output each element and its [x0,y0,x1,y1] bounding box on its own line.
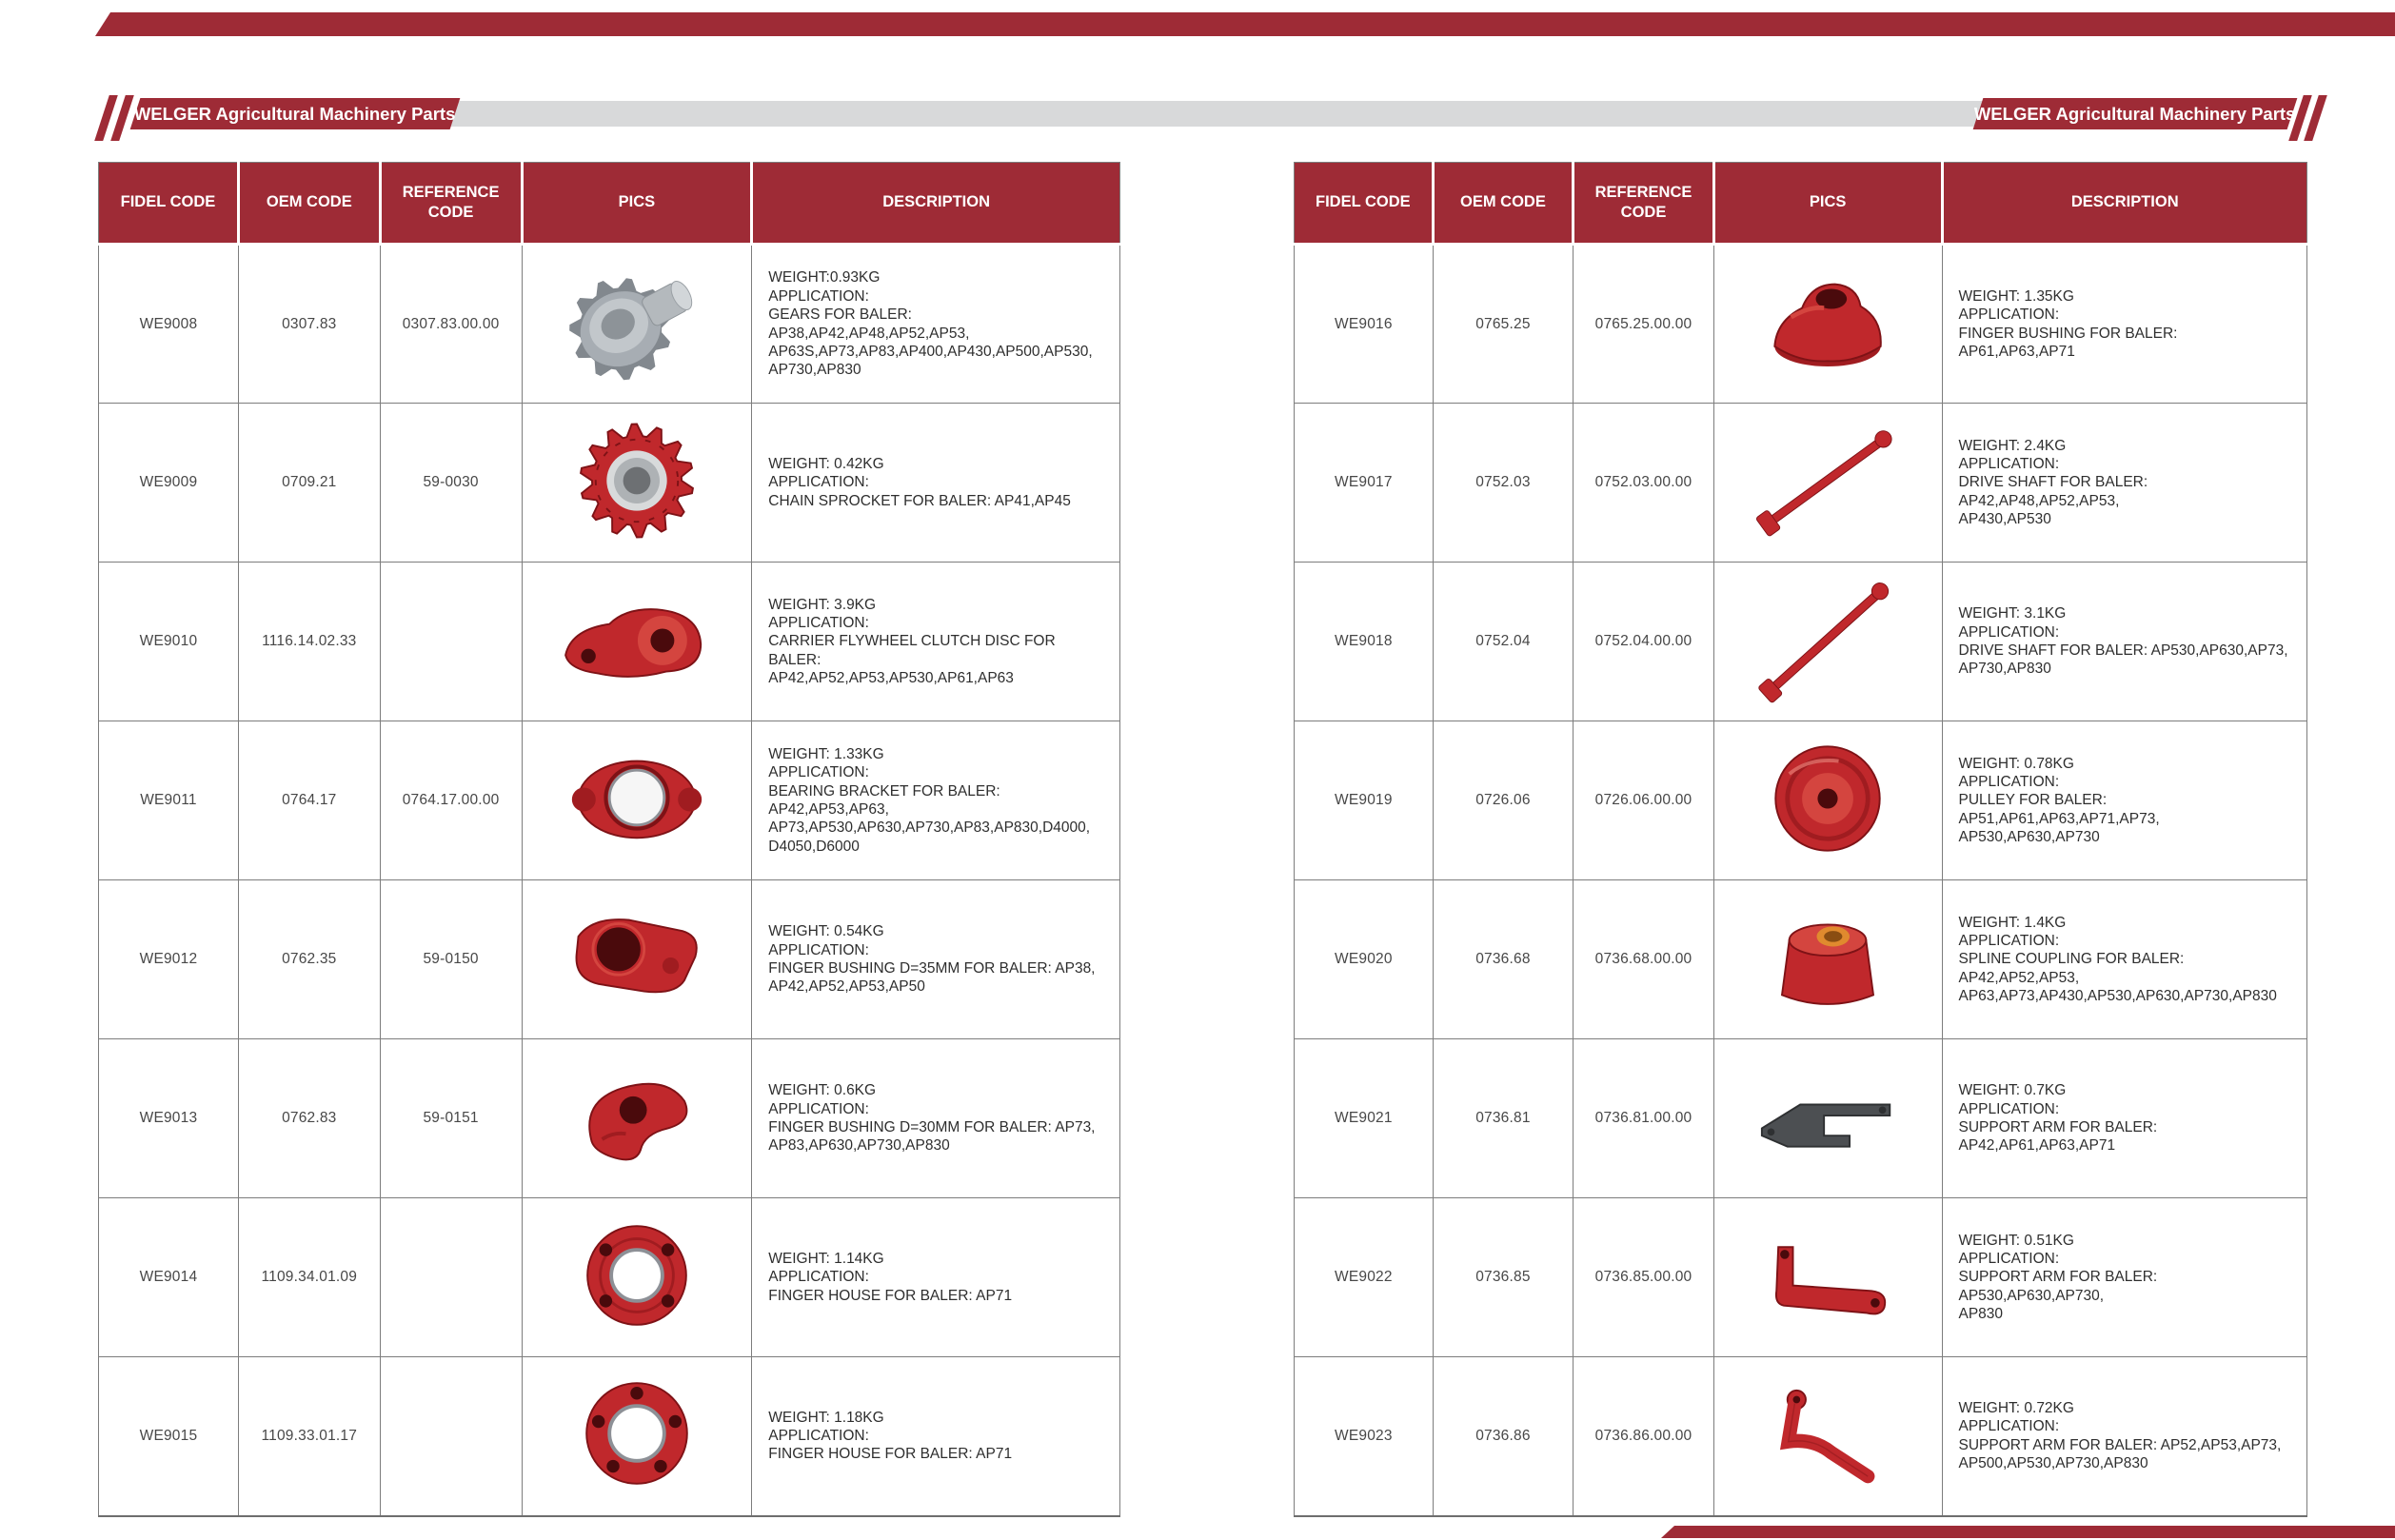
reference-code-cell [380,563,522,721]
oem-code-cell: 0764.17 [238,721,380,880]
pics-cell [1713,245,1942,404]
bearing-bracket-photo [545,730,728,867]
description-line: AP530,AP630,AP730 [1958,829,2100,846]
pics-cell [1713,880,1942,1039]
table-row [1295,721,2307,880]
oem-code-cell: 1109.33.01.17 [238,1357,380,1516]
pics-cell [522,1039,752,1198]
description-cell [1942,1198,2307,1357]
column-header-description: DESCRIPTION [1942,163,2307,245]
table-row [1295,404,2307,563]
description-line: AP42,AP52,AP53,AP50 [768,978,925,996]
description-line: DRIVE SHAFT FOR BALER: AP530,AP630,AP73, [1958,642,2288,659]
description-cell [1942,404,2307,563]
column-header-fidel-code: FIDEL CODE [99,163,239,245]
parts-table-right [1294,162,2307,1517]
description-text [753,1409,1118,1464]
description-line: CARRIER FLYWHEEL CLUTCH DISC FOR BALER: [768,633,1056,668]
oem-code-cell: 0765.25 [1433,245,1574,404]
description-line: FINGER BUSHING D=35MM FOR BALER: AP38, [768,960,1096,977]
description-text [1944,604,2306,679]
description-text [1944,1232,2306,1324]
description-line: BEARING BRACKET FOR BALER: AP42,AP53,AP63, [768,782,1000,818]
description-cell [1942,1039,2307,1198]
finger-bushing-30-photo [545,1048,728,1185]
fidel-code-cell: WE9022 [1295,1198,1434,1357]
top-decorative-strip [95,12,2395,36]
table-row [99,880,1120,1039]
description-line: APPLICATION: [1958,932,2060,949]
reference-code-cell: 59-0151 [380,1039,522,1198]
oem-code-cell: 0726.06 [1433,721,1574,880]
header-row [1295,163,2307,245]
description-line: FINGER BUSHING FOR BALER: AP61,AP63,AP71 [1958,325,2178,360]
parts-table-left [98,162,1120,1517]
description-line: SUPPORT ARM FOR BALER: AP530,AP630,AP730, [1958,1269,2158,1304]
description-cell [752,563,1120,721]
description-line: AP730,AP830 [1958,661,2051,678]
description-line: APPLICATION: [1958,455,2060,472]
reference-code-cell: 0736.86.00.00 [1574,1357,1714,1516]
fidel-code-cell: WE9010 [99,563,239,721]
description-line: APPLICATION: [1958,306,2060,324]
support-arm-dark-photo [1736,1048,1919,1185]
description-line: FINGER HOUSE FOR BALER: AP71 [768,1287,1013,1304]
description-cell [752,1357,1120,1516]
column-header-pics: PICS [522,163,752,245]
pics-cell [522,1198,752,1357]
description-text [1944,1081,2306,1155]
table-row [1295,1039,2307,1198]
fidel-code-cell: WE9009 [99,404,239,563]
reference-code-cell: 0736.81.00.00 [1574,1039,1714,1198]
column-header-oem-code: OEM CODE [238,163,380,245]
description-cell [752,245,1120,404]
description-cell [752,1039,1120,1198]
description-text [753,596,1118,688]
description-line: CHAIN SPROCKET FOR BALER: AP41,AP45 [768,492,1071,509]
reference-code-cell [380,1198,522,1357]
fidel-code-cell: WE9023 [1295,1357,1434,1516]
reference-code-cell: 59-0030 [380,404,522,563]
column-header-description: DESCRIPTION [752,163,1120,245]
description-line: AP830 [1958,1306,2004,1323]
fidel-code-cell: WE9011 [99,721,239,880]
description-line: APPLICATION: [1958,623,2060,641]
description-line: PULLEY FOR BALER: AP51,AP61,AP63,AP71,AP73, [1958,792,2160,827]
description-text [753,745,1118,856]
description-cell [752,721,1120,880]
description-line: WEIGHT: 0.6KG [768,1082,877,1099]
description-line: AP500,AP530,AP730,AP830 [1958,1455,2148,1472]
description-line: WEIGHT: 0.54KG [768,923,884,940]
description-line: APPLICATION: [768,941,869,958]
fidel-code-cell: WE9016 [1295,245,1434,404]
reference-code-cell: 0752.03.00.00 [1574,404,1714,563]
fidel-code-cell: WE9015 [99,1357,239,1516]
description-line: APPLICATION: [1958,1250,2060,1267]
oem-code-cell: 1116.14.02.33 [238,563,380,721]
description-line: WEIGHT: 0.7KG [1958,1082,2067,1099]
fidel-code-cell: WE9020 [1295,880,1434,1039]
description-text [1944,1399,2306,1473]
table-row [99,1357,1120,1516]
chain-sprocket-photo [545,412,728,549]
pics-cell [1713,563,1942,721]
description-line: APPLICATION: [768,614,869,631]
support-arm-red-a-photo [1736,1207,1919,1344]
pics-cell [1713,1357,1942,1516]
oem-code-cell: 0752.03 [1433,404,1574,563]
pics-cell [522,563,752,721]
oem-code-cell: 0762.35 [238,880,380,1039]
reference-code-cell: 0726.06.00.00 [1574,721,1714,880]
description-line: FINGER BUSHING D=30MM FOR BALER: AP73, [768,1119,1096,1135]
description-text [1944,914,2306,1006]
description-text [1944,437,2306,529]
description-line: SUPPORT ARM FOR BALER: AP52,AP53,AP73, [1958,1436,2282,1453]
pics-cell [1713,404,1942,563]
table-row [1295,880,2307,1039]
table-row [99,1039,1120,1198]
description-cell [752,1198,1120,1357]
spline-coupling-photo [1736,889,1919,1026]
table-row [99,245,1120,404]
reference-code-cell: 59-0150 [380,880,522,1039]
bevel-gear-photo [545,253,728,390]
description-text [753,455,1118,510]
table-header [99,163,1120,245]
finger-bushing-cone-photo [1736,253,1919,390]
description-line: SUPPORT ARM FOR BALER: AP42,AP61,AP63,AP71 [1958,1119,2158,1155]
table-header [1295,163,2307,245]
column-header-oem-code: OEM CODE [1433,163,1574,245]
description-line: APPLICATION: [1958,1418,2060,1435]
finger-bushing-35-photo [545,889,728,1026]
column-header-fidel-code: FIDEL CODE [1295,163,1434,245]
table-row [99,721,1120,880]
pulley-photo [1736,730,1919,867]
description-cell [1942,721,2307,880]
description-line: GEARS FOR BALER: AP38,AP42,AP48,AP52,AP53, [768,306,970,342]
pics-cell [522,1357,752,1516]
fidel-code-cell: WE9018 [1295,563,1434,721]
description-line: AP42,AP52,AP53,AP530,AP61,AP63 [768,670,1014,687]
description-text [753,922,1118,997]
reference-code-cell: 0764.17.00.00 [380,721,522,880]
reference-code-cell: 0765.25.00.00 [1574,245,1714,404]
fidel-code-cell: WE9013 [99,1039,239,1198]
table-row [99,1198,1120,1357]
description-cell [752,404,1120,563]
description-cell [1942,1357,2307,1516]
description-line: APPLICATION: [768,474,869,491]
description-line: WEIGHT: 1.33KG [768,745,884,762]
oem-code-cell: 0762.83 [238,1039,380,1198]
pics-cell [522,880,752,1039]
description-cell [1942,245,2307,404]
description-cell [1942,880,2307,1039]
description-line: WEIGHT: 2.4KG [1958,437,2067,454]
table-body [1295,245,2307,1516]
description-cell [1942,563,2307,721]
fidel-code-cell: WE9012 [99,880,239,1039]
support-arm-red-b-photo [1736,1365,1919,1502]
reference-code-cell [380,1357,522,1516]
clutch-disc-photo [545,571,728,708]
finger-house-b-photo [545,1365,728,1502]
column-header-reference-code: REFERENCE CODE [1574,163,1714,245]
description-line: APPLICATION: [768,287,869,305]
bottom-decorative-strip [1661,1526,2395,1538]
pics-cell [522,245,752,404]
description-line: D4050,D6000 [768,838,860,855]
column-header-pics: PICS [1713,163,1942,245]
table-row [1295,1357,2307,1516]
description-text [753,1250,1118,1305]
table-row [99,404,1120,563]
description-line: AP83,AP630,AP730,AP830 [768,1137,950,1155]
table-row [1295,563,2307,721]
drive-shaft-b-photo [1736,571,1919,708]
oem-code-cell: 0307.83 [238,245,380,404]
drive-shaft-a-photo [1736,412,1919,549]
description-text [1944,755,2306,847]
description-text [753,1081,1118,1155]
table-row [99,563,1120,721]
description-line: APPLICATION: [768,1269,869,1286]
description-line: AP73,AP530,AP630,AP730,AP83,AP830,D4000, [768,819,1091,837]
column-header-reference-code: REFERENCE CODE [380,163,522,245]
description-line: WEIGHT: 0.72KG [1958,1400,2074,1416]
description-line: DRIVE SHAFT FOR BALER: AP42,AP48,AP52,AP53, [1958,474,2148,509]
left-banner-title: WELGER Agricultural Machinery Parts [134,103,456,124]
right-banner [1973,98,2298,129]
description-line: WEIGHT: 1.4KG [1958,914,2067,931]
description-line: WEIGHT: 0.42KG [768,455,884,472]
header-row [99,163,1120,245]
fidel-code-cell: WE9019 [1295,721,1434,880]
table-row [1295,245,2307,404]
fidel-code-cell: WE9014 [99,1198,239,1357]
oem-code-cell: 0736.86 [1433,1357,1574,1516]
pics-cell [1713,1198,1942,1357]
fidel-code-cell: WE9008 [99,245,239,404]
table-row [1295,1198,2307,1357]
table-body [99,245,1120,1516]
banner-gray-strip [451,101,1985,127]
description-line: APPLICATION: [768,764,869,781]
reference-code-cell: 0736.85.00.00 [1574,1198,1714,1357]
pics-cell [1713,721,1942,880]
oem-code-cell: 0709.21 [238,404,380,563]
description-line: WEIGHT:0.93KG [768,269,881,286]
fidel-code-cell: WE9017 [1295,404,1434,563]
reference-code-cell: 0752.04.00.00 [1574,563,1714,721]
description-line: WEIGHT: 1.35KG [1958,287,2074,305]
description-line: AP63,AP73,AP430,AP530,AP630,AP730,AP830 [1958,988,2277,1005]
reference-code-cell: 0307.83.00.00 [380,245,522,404]
description-line: APPLICATION: [768,1100,869,1117]
description-line: APPLICATION: [1958,1100,2060,1117]
description-line: WEIGHT: 0.51KG [1958,1232,2074,1249]
description-line: WEIGHT: 1.14KG [768,1250,884,1267]
description-line: SPLINE COUPLING FOR BALER: AP42,AP52,AP53, [1958,951,2185,986]
oem-code-cell: 0736.81 [1433,1039,1574,1198]
oem-code-cell: 0736.85 [1433,1198,1574,1357]
description-line: AP63S,AP73,AP83,AP400,AP430,AP500,AP530, [768,343,1093,360]
pics-cell [1713,1039,1942,1198]
description-text [753,268,1118,379]
description-line: WEIGHT: 3.9KG [768,596,877,613]
description-cell [752,880,1120,1039]
description-line: FINGER HOUSE FOR BALER: AP71 [768,1446,1013,1463]
oem-code-cell: 1109.34.01.09 [238,1198,380,1357]
left-banner [130,98,461,129]
description-line: AP730,AP830 [768,362,861,379]
reference-code-cell: 0736.68.00.00 [1574,880,1714,1039]
pics-cell [522,404,752,563]
description-line: WEIGHT: 0.78KG [1958,755,2074,772]
description-line: WEIGHT: 3.1KG [1958,605,2067,622]
description-line: APPLICATION: [1958,773,2060,790]
oem-code-cell: 0736.68 [1433,880,1574,1039]
description-line: AP430,AP530 [1958,511,2051,528]
description-line: WEIGHT: 1.18KG [768,1409,884,1426]
description-text [1944,287,2306,362]
description-line: APPLICATION: [768,1428,869,1445]
pics-cell [522,721,752,880]
right-banner-title: WELGER Agricultural Machinery Parts [1974,103,2296,124]
fidel-code-cell: WE9021 [1295,1039,1434,1198]
finger-house-a-photo [545,1207,728,1344]
oem-code-cell: 0752.04 [1433,563,1574,721]
